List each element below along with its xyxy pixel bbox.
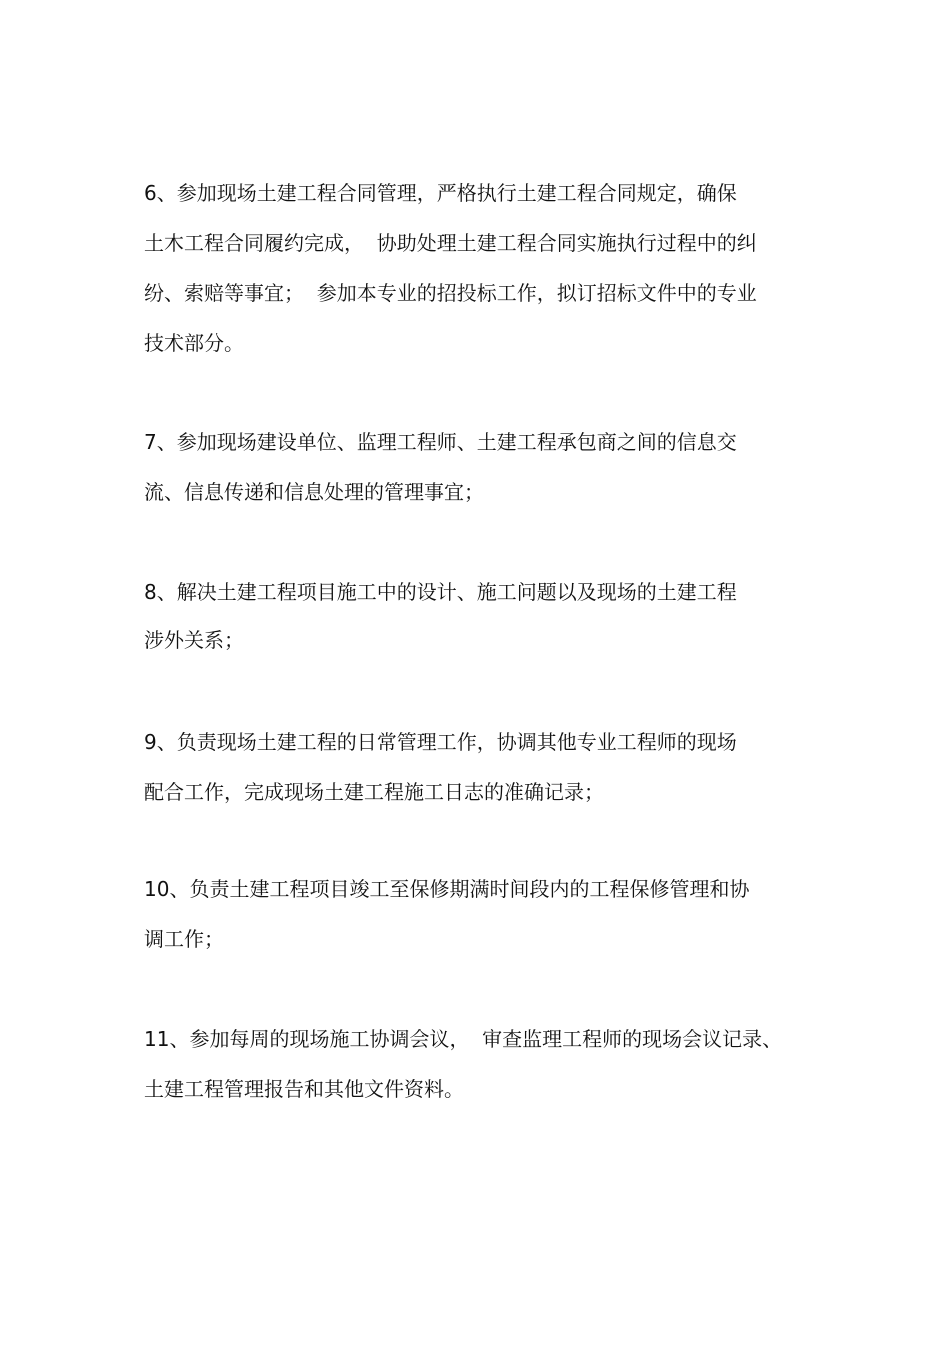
paragraph-6-line-3: 纷、索赔等事宜； 参加本专业的招投标工作，拟订招标文件中的专业 (144, 281, 757, 305)
paragraph-11-line-1: 11、参加每周的现场施工协调会议， 审查监理工程师的现场会议记录、 (144, 1027, 783, 1051)
paragraph-7-line-2: 流、信息传递和信息处理的管理事宜； (144, 480, 484, 504)
paragraph-6-line-2: 土木工程合同履约完成， 协助处理土建工程合同实施执行过程中的纠 (144, 231, 757, 255)
paragraph-6-line-1: 6、参加现场土建工程合同管理，严格执行土建工程合同规定，确保 (144, 181, 737, 205)
paragraph-9-line-2: 配合工作，完成现场土建工程施工日志的准确记录； (144, 780, 604, 804)
paragraph-8-line-2: 涉外关系； (144, 628, 244, 652)
paragraph-9-line-1: 9、负责现场土建工程的日常管理工作，协调其他专业工程师的现场 (144, 730, 737, 754)
paragraph-8-line-1: 8、解决土建工程项目施工中的设计、施工问题以及现场的土建工程 (144, 580, 737, 604)
paragraph-10-line-1: 10、负责土建工程项目竣工至保修期满时间段内的工程保修管理和协 (144, 877, 750, 901)
paragraph-10-line-2: 调工作； (144, 927, 224, 951)
paragraph-11-line-2: 土建工程管理报告和其他文件资料。 (144, 1077, 464, 1101)
paragraph-7-line-1: 7、参加现场建设单位、监理工程师、土建工程承包商之间的信息交 (144, 430, 737, 454)
paragraph-6-line-4: 技术部分。 (144, 331, 244, 355)
